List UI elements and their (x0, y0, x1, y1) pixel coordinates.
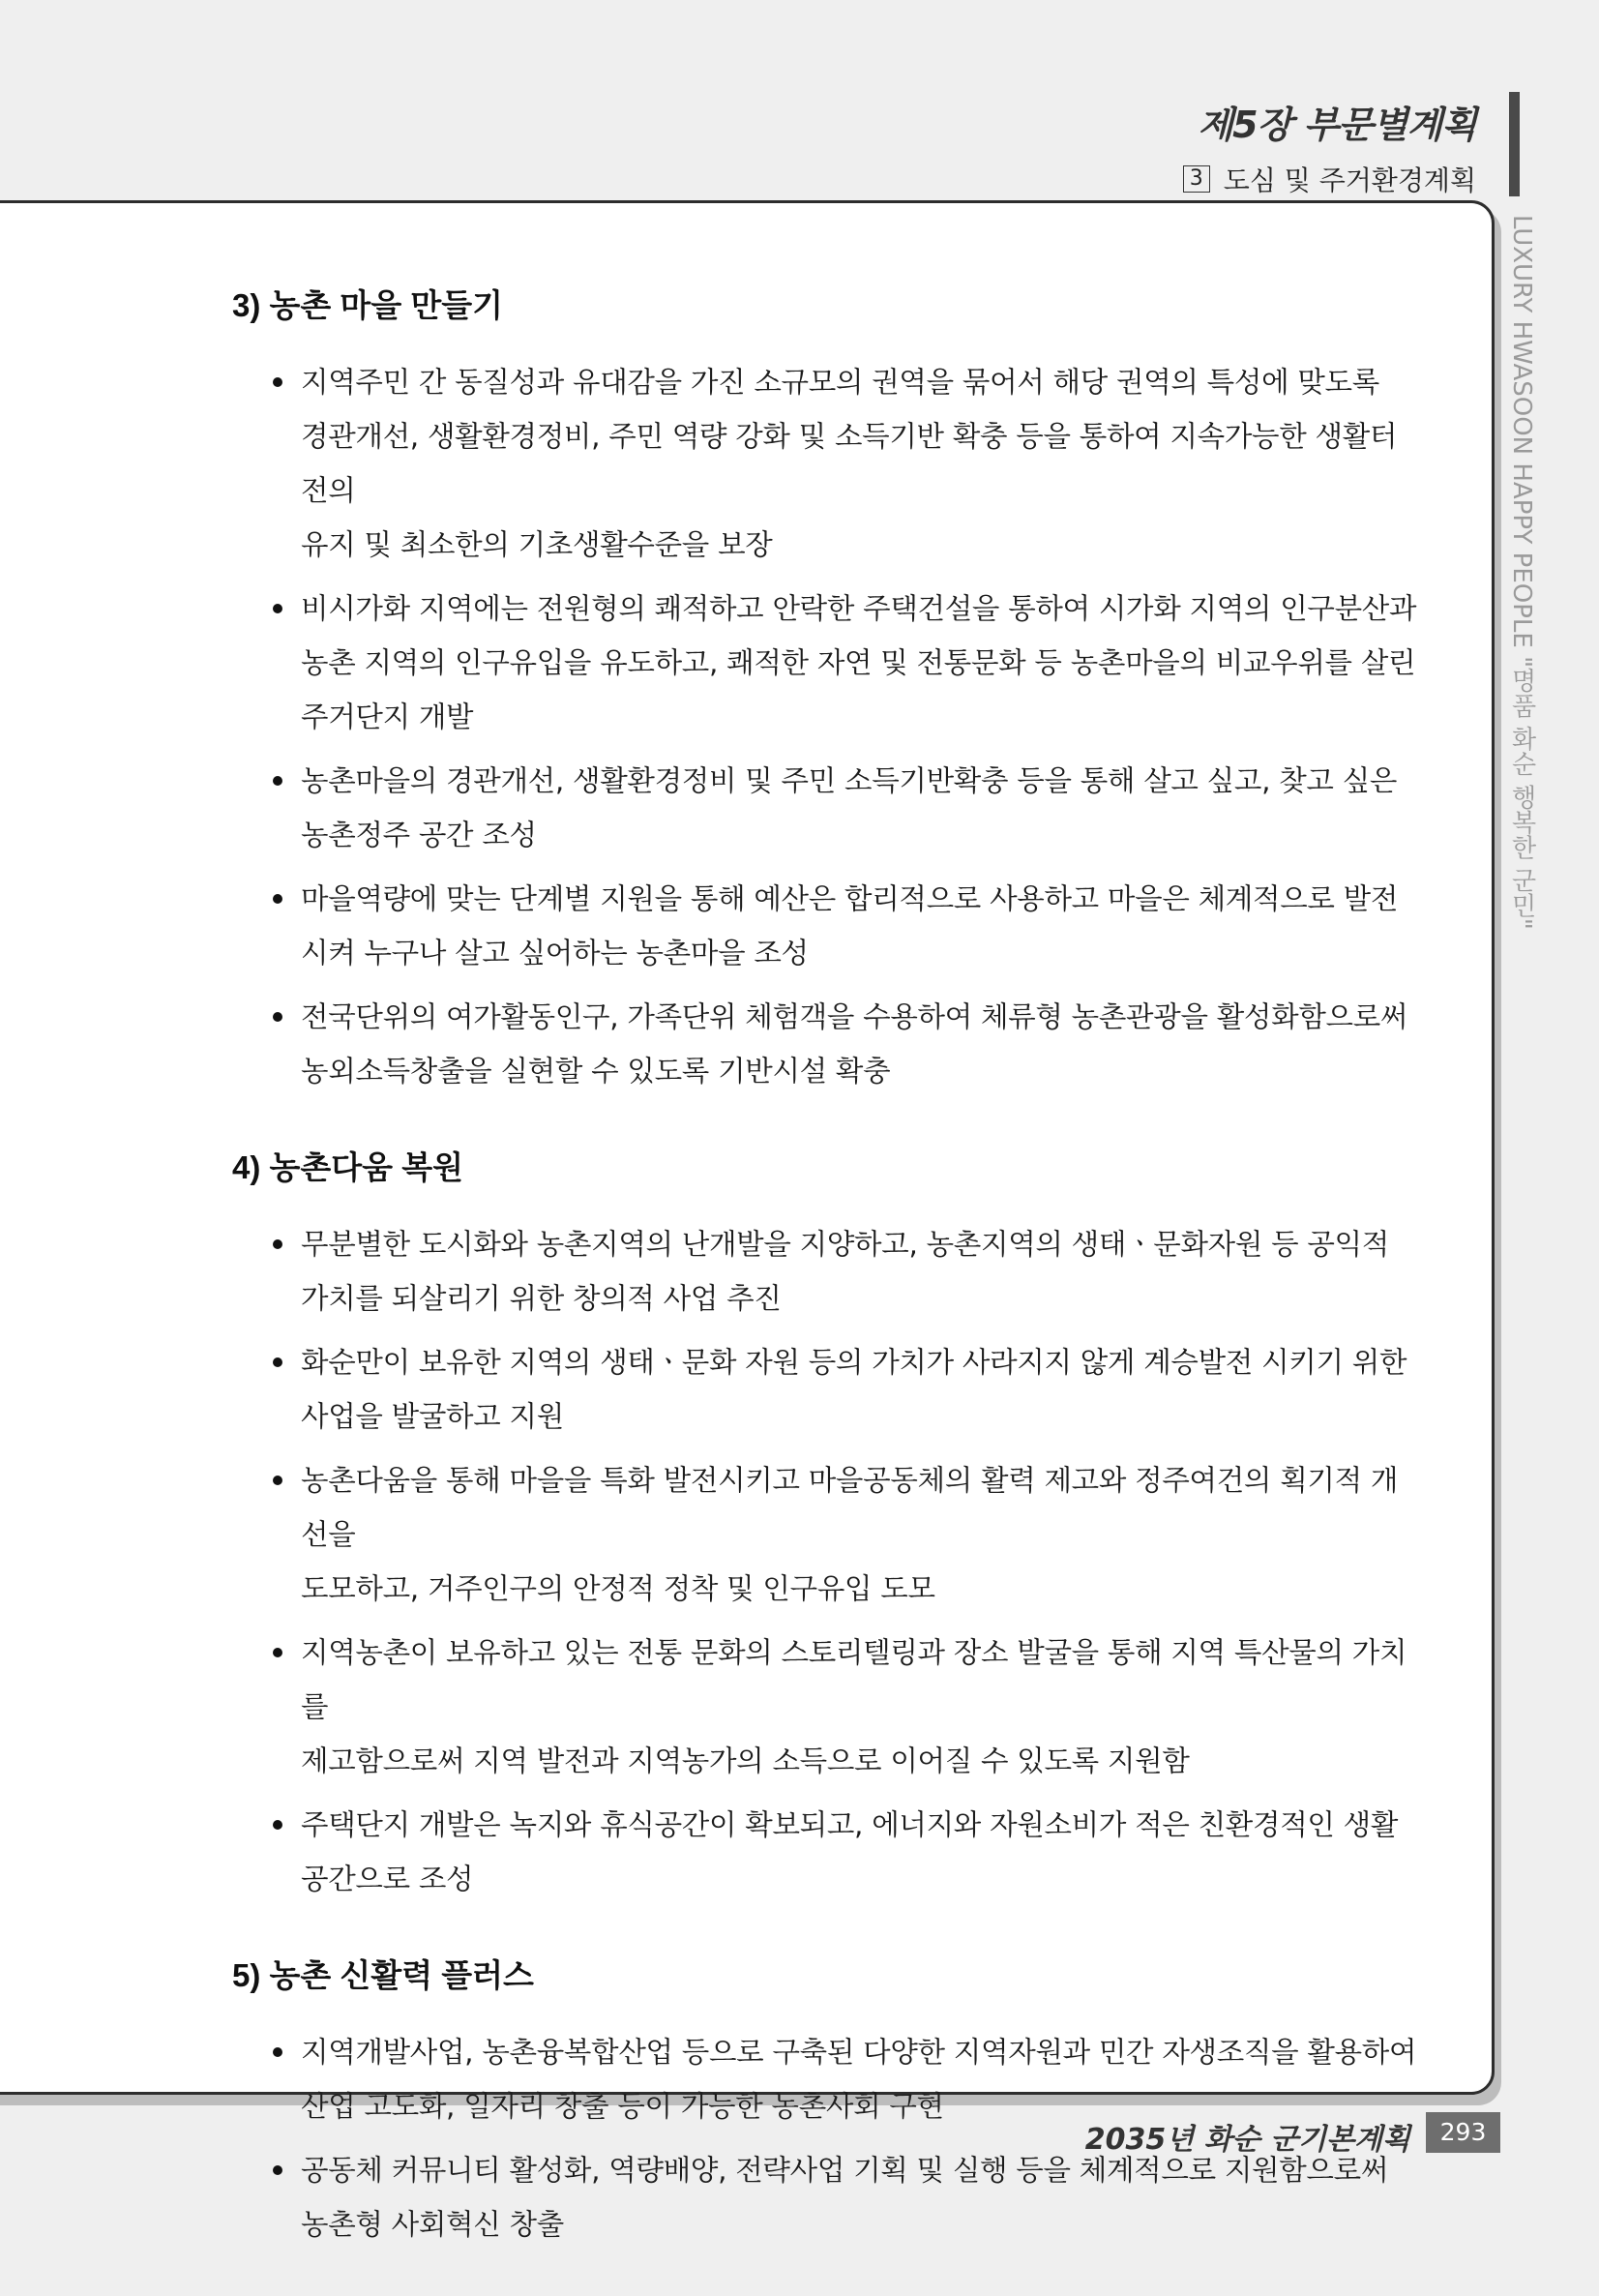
page-number: 293 (1426, 2112, 1500, 2153)
bullet-icon (273, 1648, 282, 1657)
bullet-icon (273, 1012, 282, 1022)
list-item (232, 754, 1422, 862)
list-item (232, 355, 1422, 572)
list-item (232, 1625, 1422, 1788)
bullet-icon (273, 2165, 282, 2175)
section-rural-restoration (232, 1143, 1422, 1906)
footer-title: 2035년 화순 군기본계획 (1084, 2123, 1410, 2157)
section-heading: 5) 농촌 신활력 플러스 (232, 1957, 534, 1993)
bullet-icon (273, 776, 282, 786)
list-item (232, 1217, 1422, 1326)
bullet-text: 주택단지 개발은 녹지와 휴식공간이 확보되고, 에너지와 자원소비가 적은 친환경적인 생활 공간으로 조성 (301, 1808, 1399, 1895)
bullet-text: 지역주민 간 동질성과 유대감을 가진 소규모의 권역을 묶어서 해당 권역의 특성에 맞도록 경관개선, 생활환경정비, 주민 역량 강화 및 소득기반 확충 등을 통하여 지속가능한 생활터전의 유지 및 최소한의 기초생활수준을 보장 (301, 366, 1398, 561)
bullet-text: 농촌다움을 통해 마을을 특화 발전시키고 마을공동체의 활력 제고와 정주여건의 획기적 개선을 도모하고, 거주인구의 안정적 정착 및 인구유입 도모 (301, 1464, 1399, 1605)
section-heading: 3) 농촌 마을 만들기 (232, 287, 503, 323)
bullet-text: 마을역량에 맞는 단계별 지원을 통해 예산은 합리적으로 사용하고 마을은 체계적으로 발전 시켜 누구나 살고 싶어하는 농촌마을 조성 (301, 882, 1399, 969)
section-rural-vitality-plus (232, 1951, 1422, 2251)
bullet-text: 비시가화 지역에는 전원형의 쾌적하고 안락한 주택건설을 통하여 시가화 지역의 인구분산과 농촌 지역의 인구유입을 유도하고, 쾌적한 자연 및 전통문화 등 농촌마을의 비교우위를 살린 주거단지 개발 (301, 592, 1417, 733)
bullet-icon (273, 894, 282, 904)
bullet-icon (273, 1357, 282, 1367)
bullet-text: 지역농촌이 보유하고 있는 전통 문화의 스토리텔링과 장소 발굴을 통해 지역 특산물의 가치를 제고함으로써 지역 발전과 지역농가의 소득으로 이어질 수 있도록 지원함 (301, 1636, 1407, 1777)
bullet-text: 화순만이 보유한 지역의 생태ㆍ문화 자원 등의 가치가 사라지지 않게 계승발전 시키기 위한 사업을 발굴하고 지원 (301, 1346, 1407, 1433)
list-item (232, 1453, 1422, 1616)
bullet-icon (273, 1476, 282, 1485)
header-accent-bar (1509, 92, 1520, 196)
section-rural-village (232, 281, 1422, 1098)
side-slogan: LUXURY HWASOON HAPPY PEOPLE "명품 화순 행복한 군민" (1507, 215, 1536, 930)
bullet-icon (273, 1239, 282, 1249)
bullet-icon (273, 2047, 282, 2057)
bullet-text: 농촌마을의 경관개선, 생활환경정비 및 주민 소득기반확충 등을 통해 살고 싶고, 찾고 싶은 농촌정주 공간 조성 (301, 764, 1398, 851)
list-item (232, 581, 1422, 744)
section-title: 도심 및 주거환경계획 (1223, 164, 1476, 196)
list-item (232, 1335, 1422, 1444)
section-heading: 4) 농촌다움 복원 (232, 1149, 463, 1185)
bullet-text: 지역개발사업, 농촌융복합산업 등으로 구축된 다양한 지역자원과 민간 자생조직을 활용하여 산업 고도화, 일자리 창출 등이 가능한 농촌사회 구현 (301, 2036, 1417, 2123)
list-item (232, 2143, 1422, 2251)
bullet-text: 공동체 커뮤니티 활성화, 역량배양, 전략사업 기획 및 실행 등을 체계적으로 지원함으로써 농촌형 사회혁신 창출 (301, 2154, 1389, 2241)
bullet-icon (273, 604, 282, 613)
list-item (232, 872, 1422, 980)
bullet-text: 무분별한 도시화와 농촌지역의 난개발을 지양하고, 농촌지역의 생태ㆍ문화자원 등 공익적 가치를 되살리기 위한 창의적 사업 추진 (301, 1228, 1389, 1315)
main-content (232, 281, 1422, 2296)
bullet-text: 전국단위의 여가활동인구, 가족단위 체험객을 수용하여 체류형 농촌관광을 활성화함으로써 농외소득창출을 실현할 수 있도록 기반시설 확충 (301, 1000, 1408, 1088)
list-item (232, 990, 1422, 1098)
section-title-line (1183, 160, 1476, 198)
chapter-title: 제5장 부문별계획 (1198, 104, 1476, 146)
bullet-icon (273, 377, 282, 387)
section-number-box: 3 (1183, 165, 1210, 193)
bullet-icon (273, 1820, 282, 1830)
list-item (232, 1798, 1422, 1906)
